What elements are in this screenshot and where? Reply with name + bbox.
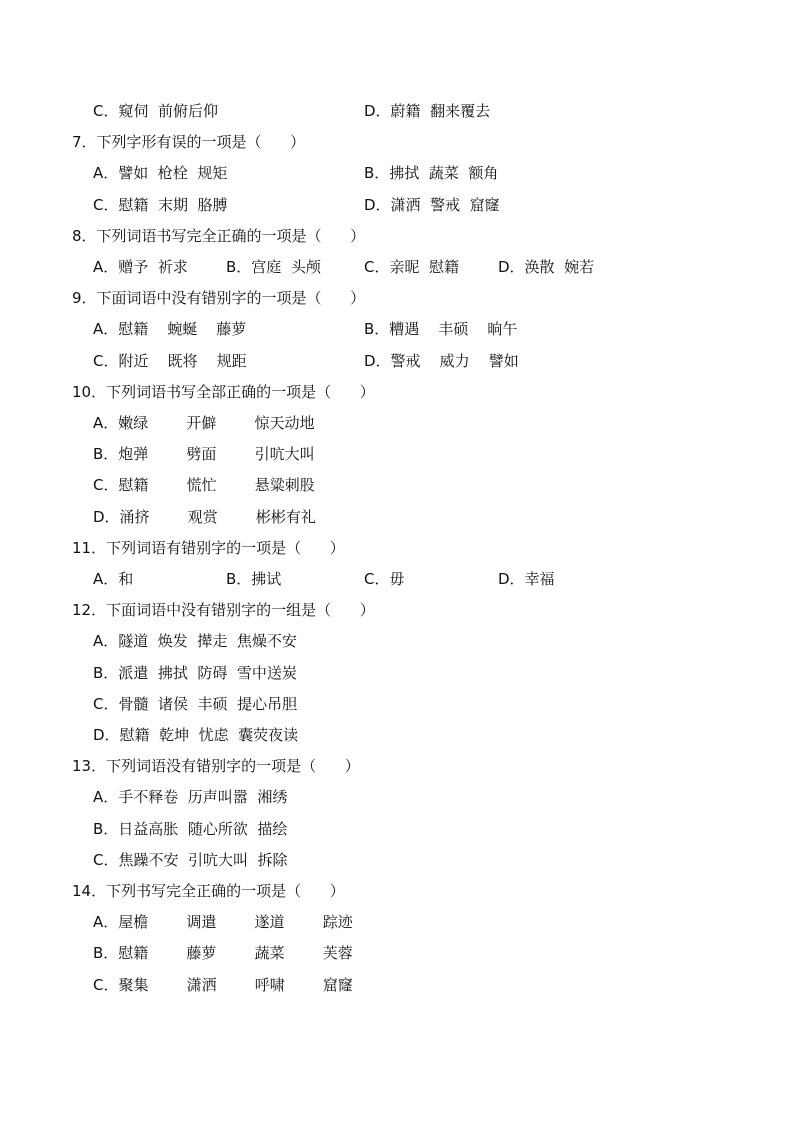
options-line: [0, 845, 794, 876]
question-text: 9．下面词语中没有错别字的一项是（ ）: [72, 289, 366, 308]
question-text: 14．下列书写完全正确的一项是（ ）: [72, 882, 345, 900]
question-line: [0, 127, 794, 158]
options-line: [0, 502, 794, 533]
answer-option: B．拂试: [226, 570, 282, 588]
answer-option: C．骨髓 诸侯 丰硕 提心吊胆: [93, 694, 298, 713]
answer-option: A．慰籍 蜿蜒 藤萝: [93, 320, 247, 339]
answer-option: D．警戒 威力 譬如: [364, 351, 519, 370]
question-line: [0, 751, 794, 782]
answer-option: C．毋: [364, 570, 405, 588]
options-line: [0, 252, 794, 283]
options-line: [0, 439, 794, 470]
question-line: [0, 221, 794, 252]
options-line: [0, 470, 794, 501]
question-text: 10．下列词语书写全部正确的一项是（ ）: [72, 382, 375, 401]
answer-option: B．慰籍 藤萝 蔬菜 芙蓉: [93, 944, 353, 963]
question-text: 8．下列词语书写完全正确的一项是（ ）: [72, 226, 366, 245]
question-line: [0, 876, 794, 907]
answer-option: D．潇洒 警戒 窟窿: [364, 195, 500, 214]
answer-option: B．派遣 拂拭 防碍 雪中送炭: [93, 663, 297, 682]
question-text: 7．下列字形有误的一项是（ ）: [72, 133, 306, 152]
answer-option: D．涌挤 观赏 彬彬有礼: [93, 507, 316, 526]
answer-option: A．屋檐 调遣 遂道 踪迹: [93, 913, 353, 932]
answer-option: A．赠予 祈求: [93, 258, 188, 276]
answer-option: A．手不释卷 历声叫嚣 湘绣: [93, 788, 288, 807]
answer-option: A．和: [93, 570, 134, 588]
answer-option: C．聚集 潇洒 呼啸 窟窿: [93, 975, 353, 994]
answer-option: B．糟遇 丰硕 晌午: [364, 320, 518, 339]
options-line: [0, 190, 794, 221]
answer-option: B．拂拭 蔬菜 额角: [364, 164, 499, 183]
answer-option: A．嫩绿 开僻 惊天动地: [93, 414, 315, 432]
options-line: [0, 782, 794, 813]
answer-option: D．蔚籍 翻来覆去: [364, 102, 491, 120]
options-line: [0, 96, 794, 127]
answer-option: A．隧道 焕发 撵走 焦燥不安: [93, 632, 297, 651]
options-line: [0, 408, 794, 439]
answer-option: B．宫庭 头颅: [226, 258, 321, 276]
answer-option: C．亲昵 慰籍: [364, 258, 460, 276]
answer-option: D．慰籍 乾坤 忧虑 囊荧夜读: [93, 726, 299, 744]
options-line: [0, 658, 794, 689]
answer-option: B．炮弹 劈面 引吭大叫: [93, 445, 315, 464]
options-line: [0, 158, 794, 189]
options-line: [0, 564, 794, 595]
options-line: [0, 970, 794, 1001]
question-line: [0, 595, 794, 626]
answer-option: B．日益高胀 随心所欲 描绘: [93, 819, 288, 838]
question-text: 13．下列词语没有错别字的一项是（ ）: [72, 757, 360, 776]
question-text: 12．下面词语中没有错别字的一组是（ ）: [72, 601, 375, 620]
answer-option: C．焦躁不安 引吭大叫 拆除: [93, 850, 288, 869]
question-line: [0, 283, 794, 314]
options-line: [0, 938, 794, 969]
question-line: [0, 377, 794, 408]
answer-option: D．幸福: [498, 570, 555, 588]
options-line: [0, 626, 794, 657]
answer-option: C．窥伺 前俯后仰: [93, 102, 219, 120]
answer-option: D．涣散 婉若: [498, 258, 595, 276]
options-line: [0, 720, 794, 751]
options-line: [0, 314, 794, 345]
options-line: [0, 814, 794, 845]
answer-option: C．慰籍 慌忙 悬粱刺股: [93, 476, 315, 495]
question-line: [0, 533, 794, 564]
question-text: 11．下列词语有错别字的一项是（ ）: [72, 538, 345, 557]
options-line: [0, 689, 794, 720]
options-line: [0, 346, 794, 377]
answer-option: A．譬如 枪栓 规矩: [93, 164, 228, 183]
answer-option: C．附近 既将 规距: [93, 351, 247, 370]
answer-option: C．慰籍 末期 胳膊: [93, 195, 228, 214]
options-line: [0, 907, 794, 938]
